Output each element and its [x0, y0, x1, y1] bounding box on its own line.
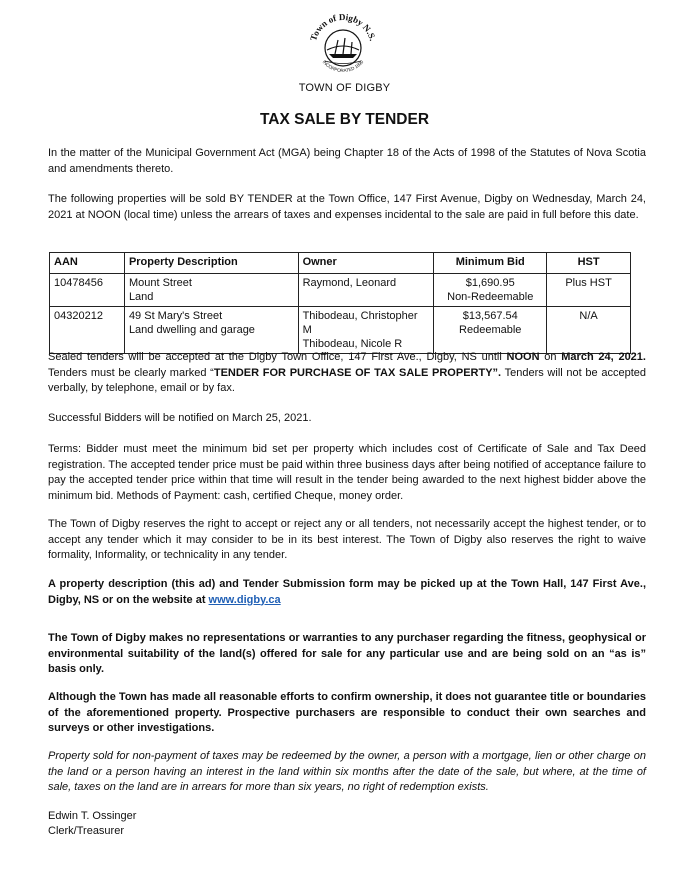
sealed-text-4: Tenders will not be accepted verbally, by telephone, email or by fax.	[48, 366, 646, 394]
reserves-paragraph: The Town of Digby reserves the right to accept or reject any or all tenders, not necessarily accept the highest tender, or to accept any tender which it may consider to be in its best interest. The Town of Digby also reserves the right to waive formality, Informality, or technicality in any tender.	[48, 518, 646, 561]
bid-amount: $13,567.54	[462, 310, 518, 322]
description-line-1: Mount Street	[128, 277, 192, 289]
header-aan: AAN	[50, 253, 125, 274]
svg-text:Town of Digby N.S.: Town of Digby N.S.	[308, 12, 378, 43]
table-row	[50, 307, 631, 354]
cell-owner	[298, 274, 434, 307]
bid-amount: $1,690.95	[465, 277, 515, 289]
intro-mga-paragraph: In the matter of the Municipal Government Act (MGA) being Chapter 18 of the Acts of 1998 of the Statutes of Nova Scotia and amendments thereto.	[48, 147, 646, 175]
signature-name: Edwin T. Ossinger	[48, 810, 137, 822]
description-line-1: 49 St Mary's Street	[128, 310, 223, 322]
terms-paragraph: Terms: Bidder must meet the minimum bid set per property which includes cost of Certificate of Sale and Tax Deed registration. The accepted tender price must be paid within three business days after being notified of acceptance failure to pay the accepted tender price within that time will result in the tender being awarded to the next highest bidder above the minimum bid. Methods of Payment: cash, certified Cheque, money order.	[48, 443, 646, 502]
town-seal-logo	[305, 12, 381, 78]
header-owner: Owner	[298, 253, 434, 274]
ownership-paragraph: Although the Town has made all reasonable efforts to confirm ownership, it does not guarantee title or boundaries of the aforementioned property. Prospective purchasers are responsible to conduct their own searches and surveys or other investigations.	[48, 691, 646, 734]
cell-aan: 04320212	[50, 307, 125, 354]
cell-hst: Plus HST	[547, 274, 631, 307]
page-title: TAX SALE BY TENDER	[259, 111, 430, 128]
pickup-paragraph	[48, 577, 646, 608]
cell-minimum-bid	[434, 274, 547, 307]
cell-description	[124, 307, 298, 354]
property-table	[49, 252, 631, 354]
cell-aan: 10478456	[50, 274, 125, 307]
signature-role: Clerk/Treasurer	[48, 825, 124, 837]
svg-text:INCORPORATED 1890: INCORPORATED 1890	[321, 59, 365, 74]
pickup-text: A property description (this ad) and Tender Submission form may be picked up at the Town Hall, 147 First Ave., Digby, NS or on the website at	[48, 578, 646, 606]
town-name: TOWN OF DIGBY	[298, 82, 391, 94]
header-hst: HST	[547, 253, 631, 274]
header-minimum-bid: Minimum Bid	[434, 253, 547, 274]
redemption-paragraph: Property sold for non-payment of taxes may be redeemed by the owner, a person with a mortgage, lien or other charge on the land or a person having an interest in the land within six months after the date of the sale, but where, at the time of sale, taxes on the land are in arrears for more than six years, no right of redemption exists.	[48, 750, 646, 793]
description-line-2: Land	[128, 291, 154, 303]
sealed-marked: TENDER FOR PURCHASE OF TAX SALE PROPERTY”.	[213, 366, 502, 379]
bid-note: Redeemable	[459, 324, 522, 336]
cell-minimum-bid	[434, 307, 547, 354]
notified-paragraph: Successful Bidders will be notified on March 25, 2021.	[48, 412, 312, 424]
intro-sale-paragraph: The following properties will be sold BY TENDER at the Town Office, 147 First Avenue, Digby on Wednesday, March 24, 2021 at NOON (local time) unless the arrears of taxes and expenses incidental to the sale are paid in full before this date.	[48, 193, 646, 221]
bid-note: Non-Redeemable	[447, 291, 534, 303]
table-row	[50, 274, 631, 307]
sealed-text-2: on	[539, 351, 562, 363]
header-property-description: Property Description	[124, 253, 298, 274]
sealed-date: March 24, 2021.	[561, 351, 646, 363]
cell-hst: N/A	[547, 307, 631, 354]
owner-line-1: Raymond, Leonard	[302, 277, 397, 289]
no-representations-paragraph: The Town of Digby makes no representations or warranties to any purchaser regarding the fitness, geophysical or environmental suitability of the land(s) offered for sale for any particular use and are being sold on an “as is” basis only.	[48, 632, 646, 675]
cell-description	[124, 274, 298, 307]
description-line-2: Land dwelling and garage	[128, 324, 255, 336]
cell-owner	[298, 307, 434, 354]
website-link[interactable]: www.digby.ca	[208, 593, 281, 606]
sealed-text-3: Tenders must be clearly marked “	[48, 366, 214, 379]
property-table-header	[50, 253, 631, 274]
sealed-text-1: Sealed tenders will be accepted at the Digby Town Office, 147 First Ave., Digby, NS until	[48, 351, 507, 363]
owner-line-2: Thibodeau, Nicole R	[302, 338, 403, 350]
sealed-tenders-paragraph	[48, 350, 646, 397]
sealed-noon: NOON	[506, 351, 540, 363]
owner-line-1: Thibodeau, Christopher M	[302, 310, 418, 336]
